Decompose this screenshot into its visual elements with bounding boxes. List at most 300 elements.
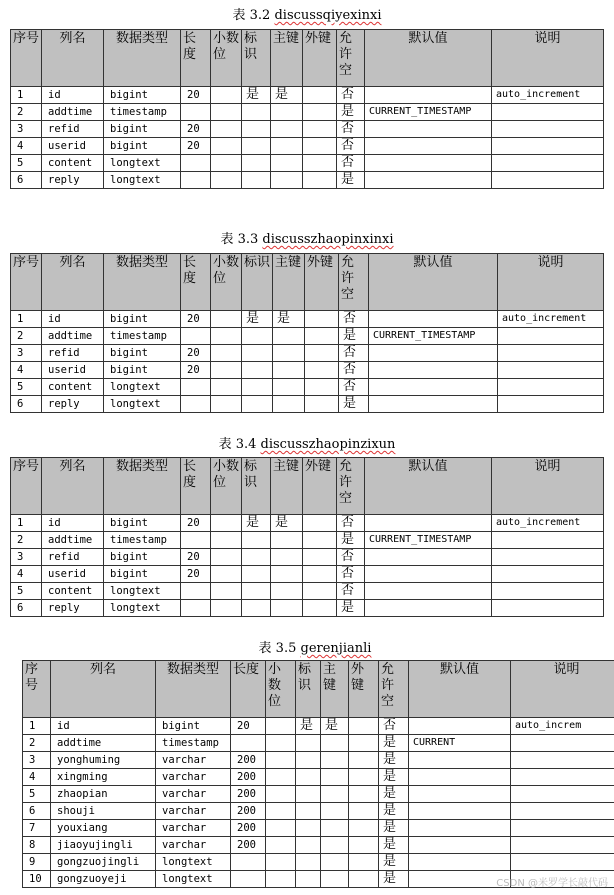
cell-identity — [242, 362, 273, 379]
cell-nullable: 否 — [337, 155, 365, 172]
cell-length — [181, 379, 211, 396]
cell-foreign-key — [303, 532, 337, 549]
cell-nullable: 是 — [339, 328, 369, 345]
cell-seq: 1 — [23, 718, 51, 735]
cell-foreign-key — [303, 515, 337, 532]
cell-identity — [242, 155, 271, 172]
header-data-type: 数据类型 — [156, 661, 231, 718]
cell-nullable: 否 — [337, 87, 365, 104]
table-row — [11, 138, 604, 155]
cell-length: 200 — [231, 803, 266, 820]
table-row — [11, 155, 604, 172]
cell-column-name: refid — [42, 549, 104, 566]
cell-data-type: longtext — [104, 155, 181, 172]
cell-nullable: 是 — [339, 396, 369, 413]
table-row — [23, 803, 614, 820]
cell-data-type: timestamp — [104, 532, 181, 549]
header-primary-key: 主键 — [271, 30, 303, 87]
cell-nullable: 否 — [339, 362, 369, 379]
cell-primary-key: 是 — [271, 515, 303, 532]
cell-decimals — [266, 803, 296, 820]
cell-data-type: longtext — [104, 172, 181, 189]
cell-seq: 3 — [11, 345, 42, 362]
cell-column-name: yonghuming — [51, 752, 156, 769]
table-row — [11, 87, 604, 104]
cell-primary-key — [321, 803, 349, 820]
cell-identity — [242, 566, 271, 583]
cell-foreign-key — [303, 600, 337, 617]
cell-column-name: addtime — [42, 532, 104, 549]
cell-data-type: bigint — [104, 345, 181, 362]
cell-nullable: 是 — [379, 735, 409, 752]
header-column-name: 列名 — [51, 661, 156, 718]
cell-primary-key: 是 — [271, 87, 303, 104]
cell-default — [365, 583, 492, 600]
cell-seq: 4 — [11, 138, 42, 155]
cell-data-type: longtext — [104, 600, 181, 617]
cell-column-name: reply — [42, 396, 104, 413]
table-row — [23, 735, 614, 752]
cell-seq: 4 — [23, 769, 51, 786]
cell-seq: 1 — [11, 515, 42, 532]
cell-default — [409, 854, 511, 871]
cell-foreign-key — [349, 803, 379, 820]
cell-description — [492, 155, 604, 172]
cell-default — [369, 396, 498, 413]
table-row — [11, 532, 604, 549]
cell-default — [365, 600, 492, 617]
cell-decimals — [211, 311, 242, 328]
header-data-type: 数据类型 — [104, 458, 181, 515]
table-row — [11, 566, 604, 583]
cell-identity — [296, 803, 321, 820]
header-seq: 序号 — [23, 661, 51, 718]
header-description: 说明 — [492, 30, 604, 87]
cell-length: 200 — [231, 786, 266, 803]
cell-seq: 3 — [11, 549, 42, 566]
cell-default: CURRENT_TIMESTAMP — [365, 532, 492, 549]
cell-primary-key — [271, 172, 303, 189]
cell-primary-key — [271, 549, 303, 566]
table-row — [11, 515, 604, 532]
cell-column-name: content — [42, 155, 104, 172]
cell-decimals — [266, 718, 296, 735]
cell-column-name: gongzuojingli — [51, 854, 156, 871]
caption-prefix: 表 3.2 — [232, 8, 275, 23]
cell-description — [498, 379, 604, 396]
cell-seq: 3 — [23, 752, 51, 769]
cell-length: 200 — [231, 752, 266, 769]
table-row — [11, 362, 604, 379]
cell-identity — [242, 172, 271, 189]
cell-column-name: userid — [42, 138, 104, 155]
cell-column-name: addtime — [42, 328, 104, 345]
cell-description — [492, 138, 604, 155]
cell-column-name: content — [42, 379, 104, 396]
cell-default: CURRENT_TIMESTAMP — [365, 104, 492, 121]
cell-primary-key — [321, 786, 349, 803]
cell-length — [181, 532, 211, 549]
cell-foreign-key — [303, 583, 337, 600]
cell-default — [365, 121, 492, 138]
cell-identity — [296, 820, 321, 837]
cell-seq: 4 — [11, 362, 42, 379]
cell-identity — [242, 121, 271, 138]
cell-default — [369, 345, 498, 362]
cell-default: CURRENT — [409, 735, 511, 752]
cell-foreign-key — [303, 566, 337, 583]
cell-seq: 5 — [11, 379, 42, 396]
cell-description: auto_increm — [511, 718, 614, 735]
cell-data-type: longtext — [156, 871, 231, 888]
table-row — [23, 854, 614, 871]
cell-decimals — [266, 769, 296, 786]
cell-identity — [296, 871, 321, 888]
cell-description — [498, 328, 604, 345]
cell-length: 20 — [181, 345, 211, 362]
cell-identity — [242, 104, 271, 121]
cell-data-type: varchar — [156, 820, 231, 837]
header-seq: 序号 — [11, 254, 42, 311]
cell-default — [409, 769, 511, 786]
cell-length: 20 — [181, 311, 211, 328]
cell-decimals — [211, 549, 242, 566]
cell-data-type: longtext — [156, 854, 231, 871]
cell-default — [369, 379, 498, 396]
cell-foreign-key — [303, 172, 337, 189]
cell-data-type: varchar — [156, 786, 231, 803]
cell-data-type: bigint — [104, 549, 181, 566]
cell-column-name: xingming — [51, 769, 156, 786]
cell-foreign-key — [303, 104, 337, 121]
cell-default — [365, 515, 492, 532]
cell-identity — [296, 786, 321, 803]
header-length: 长度 — [181, 254, 211, 311]
cell-description — [498, 362, 604, 379]
cell-default — [369, 362, 498, 379]
cell-default — [409, 820, 511, 837]
cell-nullable: 否 — [339, 311, 369, 328]
header-foreign-key: 外键 — [303, 30, 337, 87]
cell-identity: 是 — [242, 311, 273, 328]
header-decimals: 小数位 — [211, 30, 242, 87]
cell-foreign-key — [349, 871, 379, 888]
cell-default — [369, 311, 498, 328]
cell-description — [492, 600, 604, 617]
cell-nullable: 否 — [339, 345, 369, 362]
header-column-name: 列名 — [42, 254, 104, 311]
table-row — [11, 121, 604, 138]
cell-decimals — [211, 345, 242, 362]
cell-length: 20 — [231, 718, 266, 735]
cell-length — [231, 735, 266, 752]
schema-table-discusszhaopinxinxi — [10, 253, 604, 413]
cell-decimals — [211, 328, 242, 345]
cell-decimals — [211, 532, 242, 549]
cell-nullable: 是 — [379, 820, 409, 837]
cell-description — [511, 735, 614, 752]
cell-primary-key — [321, 735, 349, 752]
cell-length: 20 — [181, 549, 211, 566]
cell-data-type: bigint — [104, 566, 181, 583]
cell-column-name: userid — [42, 566, 104, 583]
header-identity: 标识 — [242, 458, 271, 515]
cell-primary-key — [271, 566, 303, 583]
cell-default — [365, 549, 492, 566]
header-default: 默认值 — [365, 30, 492, 87]
table-caption — [8, 637, 614, 656]
cell-primary-key — [271, 532, 303, 549]
cell-seq: 5 — [23, 786, 51, 803]
header-primary-key: 主键 — [273, 254, 305, 311]
cell-column-name: refid — [42, 345, 104, 362]
cell-data-type: bigint — [104, 362, 181, 379]
cell-seq: 10 — [23, 871, 51, 888]
header-description: 说明 — [492, 458, 604, 515]
cell-foreign-key — [303, 87, 337, 104]
cell-foreign-key — [349, 786, 379, 803]
cell-primary-key — [273, 345, 305, 362]
schema-table-gerenjianli — [22, 660, 614, 888]
cell-nullable: 否 — [337, 583, 365, 600]
cell-length: 200 — [231, 837, 266, 854]
cell-column-name: id — [42, 311, 104, 328]
cell-seq: 2 — [11, 104, 42, 121]
table-row — [23, 769, 614, 786]
caption-name: gerenjianli — [300, 641, 372, 656]
cell-identity — [242, 138, 271, 155]
cell-seq: 6 — [23, 803, 51, 820]
caption-prefix: 表 3.5 — [258, 641, 301, 656]
cell-identity — [242, 600, 271, 617]
cell-foreign-key — [349, 769, 379, 786]
cell-identity: 是 — [242, 87, 271, 104]
cell-primary-key — [273, 362, 305, 379]
header-decimals: 小数位 — [211, 254, 242, 311]
cell-default — [409, 837, 511, 854]
header-row — [11, 30, 604, 87]
table-caption — [0, 433, 614, 452]
cell-description — [492, 532, 604, 549]
cell-column-name: id — [42, 515, 104, 532]
cell-description — [511, 769, 614, 786]
cell-description: auto_increment — [492, 515, 604, 532]
cell-default: CURRENT_TIMESTAMP — [369, 328, 498, 345]
cell-primary-key — [271, 155, 303, 172]
cell-data-type: bigint — [104, 515, 181, 532]
cell-length — [181, 328, 211, 345]
cell-primary-key — [273, 379, 305, 396]
header-data-type: 数据类型 — [104, 254, 181, 311]
cell-length — [231, 854, 266, 871]
cell-identity — [242, 328, 273, 345]
cell-length: 200 — [231, 820, 266, 837]
table-row — [23, 837, 614, 854]
cell-identity — [242, 583, 271, 600]
cell-length: 20 — [181, 138, 211, 155]
cell-nullable: 是 — [337, 172, 365, 189]
cell-foreign-key — [305, 328, 339, 345]
cell-nullable: 是 — [337, 104, 365, 121]
cell-decimals — [266, 735, 296, 752]
header-length: 长度 — [231, 661, 266, 718]
cell-description — [492, 583, 604, 600]
cell-primary-key — [271, 104, 303, 121]
table-row — [11, 549, 604, 566]
cell-decimals — [266, 854, 296, 871]
cell-foreign-key — [303, 121, 337, 138]
cell-length: 20 — [181, 515, 211, 532]
cell-foreign-key — [305, 311, 339, 328]
cell-seq: 5 — [11, 155, 42, 172]
cell-foreign-key — [349, 735, 379, 752]
cell-data-type: bigint — [156, 718, 231, 735]
cell-primary-key — [271, 583, 303, 600]
cell-length — [181, 600, 211, 617]
cell-column-name: addtime — [42, 104, 104, 121]
cell-decimals — [211, 104, 242, 121]
cell-column-name: youxiang — [51, 820, 156, 837]
cell-decimals — [211, 172, 242, 189]
cell-foreign-key — [349, 837, 379, 854]
cell-nullable: 是 — [337, 532, 365, 549]
cell-default — [409, 871, 511, 888]
cell-foreign-key — [303, 549, 337, 566]
cell-description — [511, 752, 614, 769]
cell-foreign-key — [305, 362, 339, 379]
cell-default — [365, 87, 492, 104]
table-row — [23, 786, 614, 803]
cell-decimals — [266, 786, 296, 803]
header-data-type: 数据类型 — [104, 30, 181, 87]
cell-data-type: longtext — [104, 379, 181, 396]
header-nullable: 允许空 — [339, 254, 369, 311]
cell-seq: 6 — [11, 396, 42, 413]
cell-decimals — [211, 396, 242, 413]
cell-default — [365, 566, 492, 583]
cell-identity — [242, 396, 273, 413]
cell-decimals — [211, 155, 242, 172]
header-identity: 标识 — [296, 661, 321, 718]
cell-foreign-key — [303, 138, 337, 155]
cell-identity — [242, 345, 273, 362]
table-row — [23, 752, 614, 769]
cell-primary-key — [321, 769, 349, 786]
cell-decimals — [266, 871, 296, 888]
cell-column-name: addtime — [51, 735, 156, 752]
header-foreign-key: 外键 — [349, 661, 379, 718]
header-nullable: 允许空 — [337, 30, 365, 87]
caption-name: discussqiyexinxi — [274, 8, 382, 23]
cell-column-name: userid — [42, 362, 104, 379]
table-row — [23, 820, 614, 837]
cell-column-name: id — [42, 87, 104, 104]
cell-identity — [296, 752, 321, 769]
cell-seq: 9 — [23, 854, 51, 871]
cell-foreign-key — [305, 379, 339, 396]
cell-length: 20 — [181, 362, 211, 379]
cell-default — [409, 803, 511, 820]
cell-seq: 2 — [23, 735, 51, 752]
header-foreign-key: 外键 — [305, 254, 339, 311]
schema-table-discusszhaopinzixun — [10, 457, 604, 617]
cell-nullable: 否 — [337, 515, 365, 532]
caption-name: discusszhaopinxinxi — [262, 232, 394, 247]
cell-column-name: gongzuoyeji — [51, 871, 156, 888]
cell-decimals — [211, 87, 242, 104]
table-row — [11, 396, 604, 413]
header-identity: 标识 — [242, 30, 271, 87]
cell-seq: 7 — [23, 820, 51, 837]
cell-decimals — [211, 121, 242, 138]
cell-primary-key — [321, 871, 349, 888]
cell-length — [181, 396, 211, 413]
cell-default — [365, 155, 492, 172]
cell-identity — [242, 549, 271, 566]
cell-data-type: bigint — [104, 87, 181, 104]
table-row — [11, 345, 604, 362]
header-default: 默认值 — [365, 458, 492, 515]
cell-length — [181, 583, 211, 600]
cell-data-type: varchar — [156, 837, 231, 854]
cell-length — [181, 104, 211, 121]
table-row — [11, 600, 604, 617]
cell-primary-key — [271, 121, 303, 138]
caption-prefix: 表 3.4 — [218, 437, 261, 452]
header-identity: 标识 — [242, 254, 273, 311]
cell-nullable: 是 — [379, 854, 409, 871]
cell-nullable: 否 — [337, 121, 365, 138]
cell-identity — [296, 735, 321, 752]
cell-seq: 6 — [11, 172, 42, 189]
header-primary-key: 主键 — [321, 661, 349, 718]
header-length: 长度 — [181, 458, 211, 515]
cell-seq: 4 — [11, 566, 42, 583]
cell-identity — [296, 854, 321, 871]
header-decimals: 小数位 — [266, 661, 296, 718]
cell-primary-key — [271, 600, 303, 617]
cell-primary-key — [321, 820, 349, 837]
cell-column-name: content — [42, 583, 104, 600]
cell-column-name: zhaopian — [51, 786, 156, 803]
watermark: CSDN @米罗学长敲代码 — [496, 878, 608, 889]
header-row — [11, 254, 604, 311]
cell-data-type: timestamp — [156, 735, 231, 752]
cell-decimals — [211, 379, 242, 396]
cell-data-type: longtext — [104, 583, 181, 600]
header-row — [11, 458, 604, 515]
cell-identity — [242, 532, 271, 549]
cell-data-type: varchar — [156, 803, 231, 820]
table-row — [11, 172, 604, 189]
cell-primary-key: 是 — [321, 718, 349, 735]
header-seq: 序号 — [11, 30, 42, 87]
cell-column-name: jiaoyujingli — [51, 837, 156, 854]
cell-description — [511, 803, 614, 820]
cell-nullable: 是 — [379, 786, 409, 803]
cell-column-name: refid — [42, 121, 104, 138]
cell-description: auto_increment — [498, 311, 604, 328]
cell-decimals — [266, 820, 296, 837]
cell-length: 20 — [181, 566, 211, 583]
cell-seq: 1 — [11, 87, 42, 104]
table-caption — [0, 228, 614, 247]
cell-decimals — [266, 837, 296, 854]
caption-name: discusszhaopinzixun — [260, 437, 396, 452]
cell-nullable: 否 — [337, 549, 365, 566]
cell-seq: 2 — [11, 532, 42, 549]
cell-foreign-key — [349, 854, 379, 871]
